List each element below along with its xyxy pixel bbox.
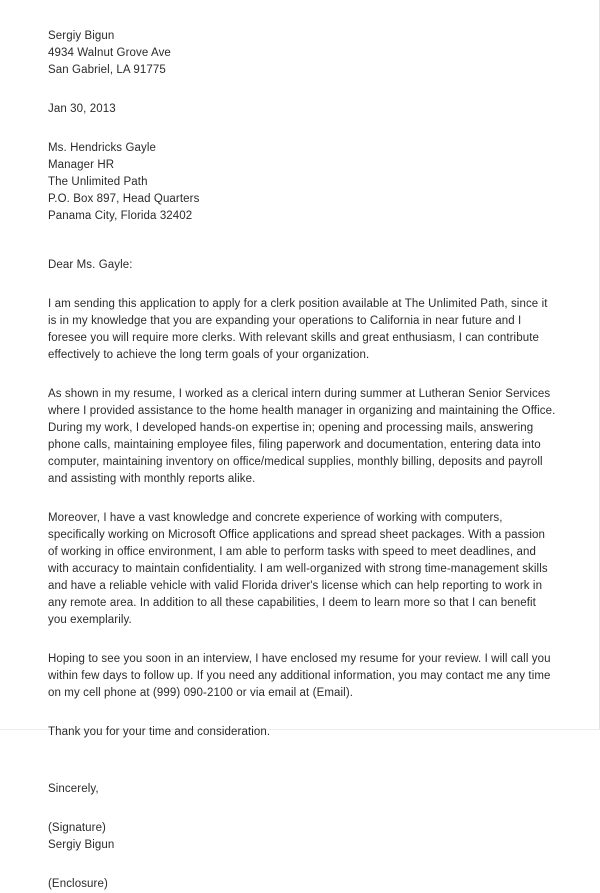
- recipient-name: Ms. Hendricks Gayle: [48, 142, 156, 154]
- body-paragraph-1: I am sending this application to apply for a clerk position available at The Unlimited Path, since it is in my knowledge that you are expanding your operations to California in near future and I foresee you will require more clerks. With relevant skills and great enthusiasm, I can contribute effectively to achieve the long term goals of your organization.: [48, 298, 548, 361]
- thank-you-line: Thank you for your time and consideration.: [48, 726, 271, 738]
- signature-block: [48, 820, 556, 854]
- letter-date: [48, 101, 556, 118]
- signature-name: Sergiy Bigun: [48, 839, 115, 851]
- letter-body: [48, 28, 556, 893]
- recipient-address-block: [48, 140, 556, 225]
- date-text: Jan 30, 2013: [48, 103, 116, 115]
- body-paragraph-2: As shown in my resume, I worked as a clerical intern during summer at Lutheran Senior Services where I provided assistance to the home health manager in organizing and maintaining the Office. During my work, I developed hands-on expertise in; opening and processing mails, answering phone calls, maintaining employee files, filing paperwork and documentation, entering data into computer, maintaining inventory on office/medical supplies, monthly billing, deposits and payroll and assisting with monthly reports alike.: [48, 388, 556, 485]
- recipient-company: The Unlimited Path: [48, 176, 148, 188]
- closing-salutation: Sincerely,: [48, 783, 99, 795]
- body-paragraph-3: Moreover, I have a vast knowledge and concrete experience of working with computers, specifically working on Microsoft Office applications and spread sheet packages. With a passion of working in office environment, I am able to perform tasks with speed to meet deadlines, and with accuracy to maintain confidentiality. I am well-organized with strong time-management skills and have a reliable vehicle with valid Florida driver's license which can help reporting to work in any remote area. In addition to all these capabilities, I deem to learn more so that I can benefit you exemplarily.: [48, 512, 548, 626]
- enclosure-note: (Enclosure): [48, 878, 108, 890]
- body-paragraph-4: Hoping to see you soon in an interview, I have enclosed my resume for your review. I will call you within few days to follow up. If you need any additional information, you may contact me any time on my cell phone at (999) 090-2100 or via email at (Email).: [48, 653, 551, 699]
- sender-name: Sergiy Bigun: [48, 30, 115, 42]
- sender-street: 4934 Walnut Grove Ave: [48, 47, 171, 59]
- recipient-city-state-zip: Panama City, Florida 32402: [48, 210, 193, 222]
- recipient-title: Manager HR: [48, 159, 115, 171]
- sender-address-block: [48, 28, 556, 79]
- signature-placeholder: (Signature): [48, 822, 106, 834]
- sender-city-state-zip: San Gabriel, LA 91775: [48, 64, 166, 76]
- salutation: Dear Ms. Gayle:: [48, 259, 133, 271]
- recipient-address: P.O. Box 897, Head Quarters: [48, 193, 200, 205]
